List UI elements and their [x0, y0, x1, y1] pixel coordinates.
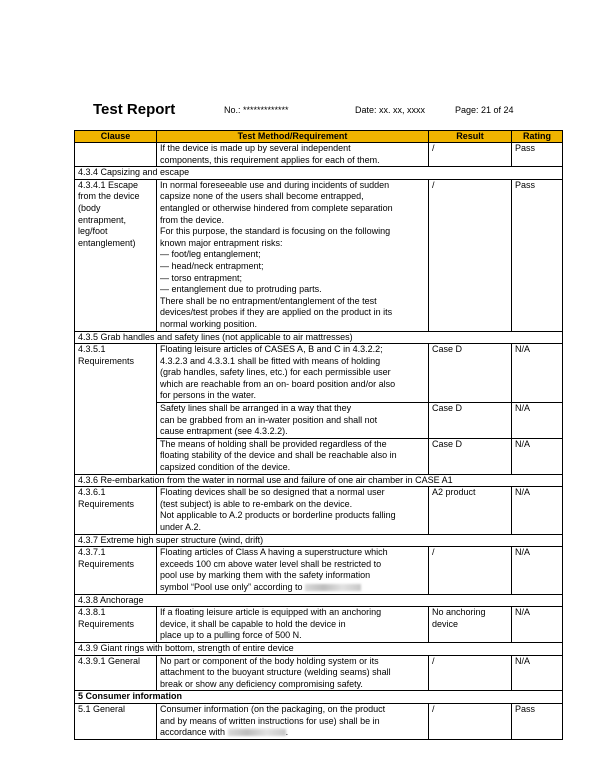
page-number: Page: 21 of 24	[455, 105, 514, 115]
table-row	[75, 547, 563, 594]
rating-cell: N/A	[512, 487, 563, 534]
result-cell: No anchoring device	[429, 607, 512, 643]
section-row	[75, 534, 563, 547]
method-cell: No part or component of the body holding system or its attachment to the buoyant structure (welding seams) shall break or show any deficiency compromising safety.	[157, 655, 429, 691]
section-row	[75, 691, 563, 704]
rating-cell: N/A	[512, 607, 563, 643]
redacted-standard	[228, 729, 286, 736]
report-table	[74, 130, 563, 740]
result-cell: /	[429, 703, 512, 739]
rating-cell: N/A	[512, 547, 563, 594]
rating-cell: N/A	[512, 403, 563, 439]
method-cell: In normal foreseeable use and during incidents of sudden capsize none of the users shall become entrapped, entangled or otherwise hindered from complete separation from the device. For this purpose, the standard is focusing on the following known major entrapment risks: — foot/leg entanglement; — head/neck entrapment; — torso entrapment; — entanglement due to protruding parts. There shall be no entrapment/entanglement of the test devices/test probes if they are applied on the product in its normal working position.	[157, 179, 429, 331]
method-cell: Floating devices shall be so designed that a normal user (test subject) is able to re-embark on the device. Not applicable to A.2 products or borderline products falling under A.2.	[157, 487, 429, 534]
result-cell: /	[429, 179, 512, 331]
rating-cell: N/A	[512, 438, 563, 474]
column-header-result: Result	[429, 131, 512, 143]
table-row	[75, 344, 563, 403]
column-header-rating: Rating	[512, 131, 563, 143]
section-row	[75, 331, 563, 344]
method-cell: Floating articles of Class A having a superstructure which exceeds 100 cm above water level shall be restricted to pool use by marking them with the safety information symbol “Pool use only” according to	[157, 547, 429, 594]
table-header-row	[75, 131, 563, 143]
clause-cell: 4.3.6.1 Requirements	[75, 487, 157, 534]
rating-cell: Pass	[512, 143, 563, 167]
method-cell: Safety lines shall be arranged in a way that they can be grabbed from an in-water position and shall not cause entrapment (see 4.3.2.2).	[157, 403, 429, 439]
result-cell: /	[429, 655, 512, 691]
report-number: No.: *************	[224, 105, 289, 115]
section-heading: 4.3.8 Anchorage	[75, 594, 563, 607]
section-row	[75, 642, 563, 655]
report-header	[0, 101, 600, 121]
clause-cell: 4.3.7.1 Requirements	[75, 547, 157, 594]
clause-cell: 5.1 General	[75, 703, 157, 739]
section-row	[75, 474, 563, 487]
section-row	[75, 594, 563, 607]
table-row	[75, 143, 563, 167]
method-cell: Consumer information (on the packaging, on the product and by means of written instructions for use) shall be in accordance with .	[157, 703, 429, 739]
section-heading: 4.3.9 Giant rings with bottom, strength of entire device	[75, 642, 563, 655]
clause-cell: 4.3.4.1 Escape from the device (body entrapment, leg/foot entanglement)	[75, 179, 157, 331]
method-cell: If the device is made up by several independent components, this requirement applies for each of them.	[157, 143, 429, 167]
table-row	[75, 607, 563, 643]
rating-cell: N/A	[512, 655, 563, 691]
result-cell: Case D	[429, 403, 512, 439]
result-cell: /	[429, 143, 512, 167]
clause-cell: 4.3.5.1 Requirements	[75, 344, 157, 475]
rating-cell: N/A	[512, 344, 563, 403]
table-row	[75, 655, 563, 691]
result-cell: /	[429, 547, 512, 594]
section-row	[75, 167, 563, 180]
report-title: Test Report	[93, 101, 176, 118]
method-cell: If a floating leisure article is equipped with an anchoring device, it shall be capable to hold the device in place up to a pulling force of 500 N.	[157, 607, 429, 643]
clause-cell	[75, 143, 157, 167]
column-header-method: Test Method/Requirement	[157, 131, 429, 143]
column-header-clause: Clause	[75, 131, 157, 143]
table-row	[75, 487, 563, 534]
rating-cell: Pass	[512, 703, 563, 739]
clause-cell: 4.3.9.1 General	[75, 655, 157, 691]
section-heading: 4.3.5 Grab handles and safety lines (not applicable to air mattresses)	[75, 331, 563, 344]
result-cell: A2 product	[429, 487, 512, 534]
section-heading: 4.3.4 Capsizing and escape	[75, 167, 563, 180]
method-cell: Floating leisure articles of CASES A, B and C in 4.3.2.2; 4.3.2.3 and 4.3.3.1 shall be fitted with means of holding (grab handles, safety lines, etc.) for each permissible user which are reachable from an on- board position and/or also for persons in the water.	[157, 344, 429, 403]
clause-cell: 4.3.8.1 Requirements	[75, 607, 157, 643]
section-heading: 4.3.7 Extreme high super structure (wind, drift)	[75, 534, 563, 547]
section-heading: 4.3.6 Re-embarkation from the water in normal use and failure of one air chamber in CASE A1	[75, 474, 563, 487]
table-row	[75, 179, 563, 331]
method-cell: The means of holding shall be provided regardless of the floating stability of the device and shall be reachable also in capsized condition of the device.	[157, 438, 429, 474]
report-date: Date: xx. xx, xxxx	[355, 105, 426, 115]
result-cell: Case D	[429, 438, 512, 474]
rating-cell: Pass	[512, 179, 563, 331]
table-row	[75, 703, 563, 739]
result-cell: Case D	[429, 344, 512, 403]
section-heading: 5 Consumer information	[75, 691, 563, 704]
redacted-standard	[305, 584, 361, 591]
